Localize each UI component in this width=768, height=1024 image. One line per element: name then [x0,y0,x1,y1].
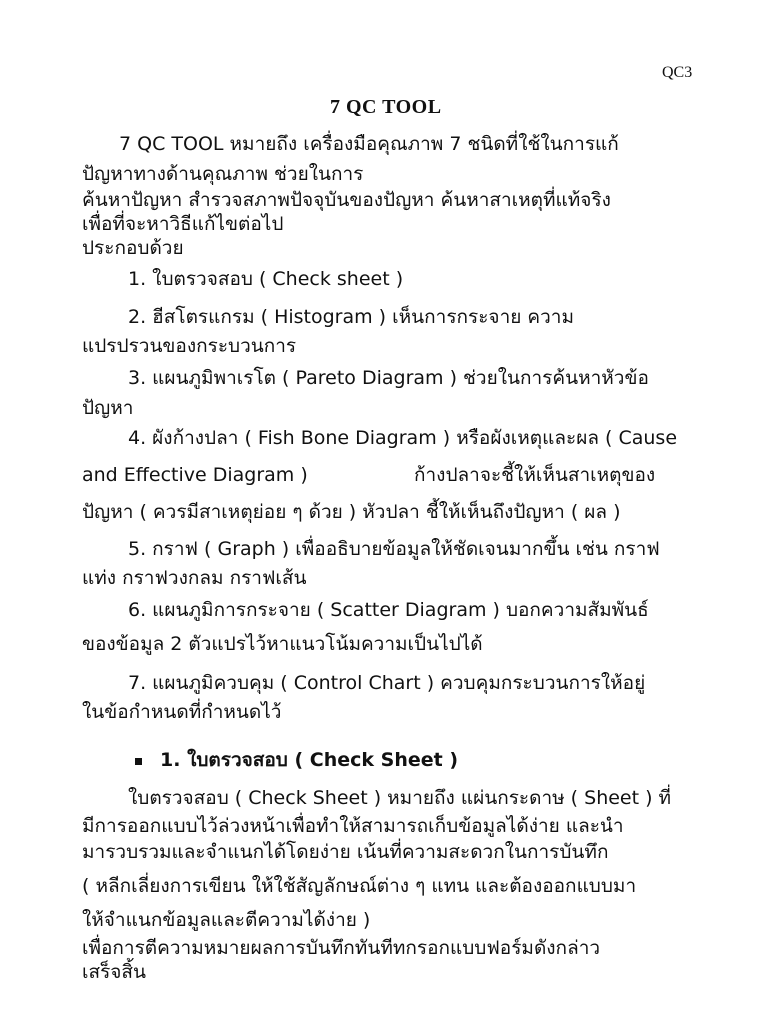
section-line: ( หลีกเลี่ยงการเขียน ให้ใช้สัญลักษณ์ต่าง ๆ แทน และต้องออกแบบมา [82,875,637,897]
section-heading-thai: ใบตรวจสอบ [187,749,288,771]
bullet-marker [135,758,142,765]
section-line: เสร็จสิ้น [82,961,147,983]
section-line: มีการออกแบบไว้ล่วงหน้าเพื่อทำให้สามารถเก็บข้อมูลได้ง่าย และนำ [82,815,624,837]
tool-item-line: 4. ผังก้างปลา ( Fish Bone Diagram ) หรือผังเหตุและผล ( Cause [128,427,678,449]
intro-line: เพื่อที่จะหาวิธีแก้ไขต่อไป [82,213,284,235]
intro-line: 7 QC TOOL หมายถึง เครื่องมือคุณภาพ 7 ชนิดที่ใช้ในการแก้ [119,133,619,155]
tool-item-line: 2. ฮีสโตรแกรม ( Histogram ) เห็นการกระจาย ความ [128,306,574,328]
tool-item-line: ของข้อมูล 2 ตัวแปรไว้หาแนวโน้มความเป็นไปได้ [82,633,483,655]
section-line: ใบตรวจสอบ ( Check Sheet ) หมายถึง แผ่นกระดาษ ( Sheet ) ที่ [128,787,672,809]
tool-item-line: แท่ง กราฟวงกลม กราฟเส้น [82,567,307,589]
tool-item-line: ก้างปลาจะชี้ให้เห็นสาเหตุของ [414,464,656,486]
tool-item-line: 5. กราฟ ( Graph ) เพื่ออธิบายข้อมูลให้ชัดเจนมากขึ้น เช่น กราฟ [128,538,660,560]
section-line: เพื่อการตีความหมายผลการบันทึกทันทีทกรอกแบบฟอร์มดังกล่าว [82,937,601,959]
tool-item-line: 3. แผนภูมิพาเรโต ( Pareto Diagram ) ช่วยในการค้นหาหัวข้อ [128,367,649,389]
intro-line: ปัญหาทางด้านคุณภาพ ช่วยในการ [82,163,364,185]
tool-item-line: 1. ใบตรวจสอบ ( Check sheet ) [128,268,404,290]
tool-item-line: 6. แผนภูมิการกระจาย ( Scatter Diagram ) บอกความสัมพันธ์ [128,599,649,621]
tool-item-line: ปัญหา [82,397,134,419]
section-number: 1. [160,749,181,771]
tool-item-line: แปรปรวนของกระบวนการ [82,335,297,357]
section-line: ให้จำแนกข้อมูลและตีความได้ง่าย ) [82,909,371,931]
intro-line: ค้นหาปัญหา สำรวจสภาพปัจจุบันของปัญหา ค้นหาสาเหตุที่แท้จริง [82,189,611,211]
section-heading [160,748,458,772]
tool-item-line: 7. แผนภูมิควบคุม ( Control Chart ) ควบคุมกระบวนการให้อยู่ [128,672,646,694]
section-line: มารวบรวมและจำแนกได้โดยง่าย เน้นที่ความสะดวกในการบันทึก [82,841,609,863]
section-heading-en: ( Check Sheet ) [294,749,459,771]
page-label: QC3 [662,64,693,81]
tool-item-line: and Effective Diagram ) [82,464,308,486]
tool-item-line: ปัญหา ( ควรมีสาเหตุย่อย ๆ ด้วย ) หัวปลา ชี้ให้เห็นถึงปัญหา ( ผล ) [82,501,621,523]
intro-line: ประกอบด้วย [82,237,184,259]
document-title: 7 QC TOOL [330,96,442,118]
tool-item-line: ในข้อกำหนดที่กำหนดไว้ [82,701,282,723]
